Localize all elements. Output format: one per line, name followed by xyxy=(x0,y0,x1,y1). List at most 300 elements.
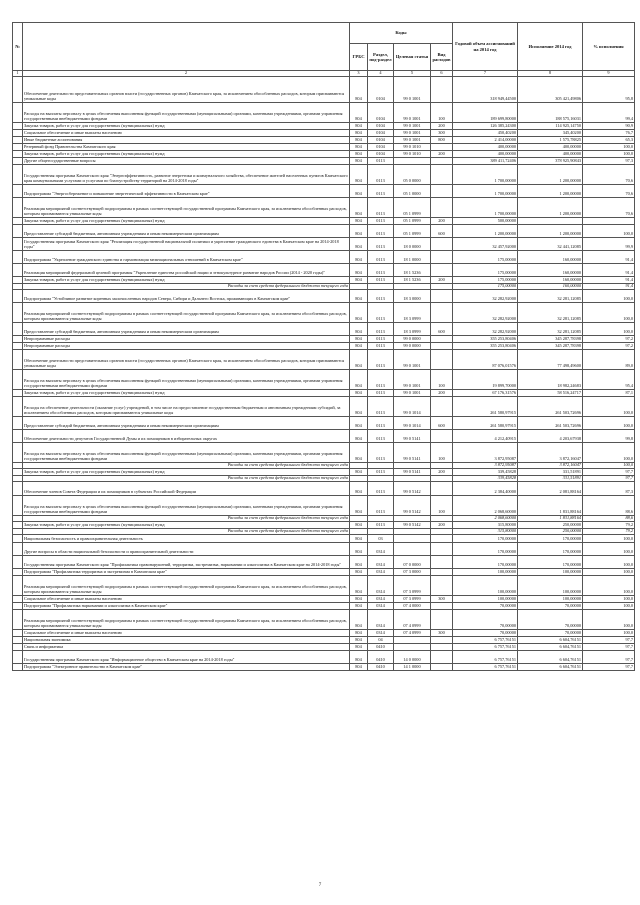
table-row xyxy=(13,596,635,603)
cell-v: 200 xyxy=(431,390,453,397)
cell-c: 99 0 5142 xyxy=(394,496,431,516)
cell-g: 804 xyxy=(350,323,368,336)
cell-v: 200 xyxy=(431,469,453,476)
cell-p: 100,0 xyxy=(583,225,635,238)
cell-s: 0104 xyxy=(368,137,394,144)
cell-e: 100,00000 xyxy=(518,576,583,596)
cell-t: Предоставление субсидий бюджетным, автономным учреждениям и иным некоммерческим организациям xyxy=(23,225,350,238)
cell-g: 804 xyxy=(350,482,368,496)
cell-c: 99 0 5142 xyxy=(394,482,431,496)
cell-v xyxy=(431,556,453,569)
cell-num xyxy=(13,137,23,144)
cell-p: 97,3 xyxy=(583,158,635,165)
cell-t: Расходы за счет средств федерального бюджета текущего года xyxy=(23,476,350,482)
cell-v: 600 xyxy=(431,417,453,430)
cell-e: 160,00000 xyxy=(518,264,583,277)
cell-c xyxy=(394,535,431,543)
cell-e: 100,00000 xyxy=(518,569,583,576)
cell-t: Иные бюджетные ассигнования xyxy=(23,137,350,144)
cell-num xyxy=(13,556,23,569)
cell-s: 04 xyxy=(368,637,394,644)
cell-num xyxy=(13,303,23,323)
table-row xyxy=(13,390,635,397)
cell-t: Предоставление субсидий бюджетным, автономным учреждениям и иным некоммерческим организациям xyxy=(23,323,350,336)
cell-a: 1 700,00000 xyxy=(453,185,518,198)
cell-v xyxy=(431,238,453,251)
header-exptype: Вид расходов xyxy=(431,44,453,71)
cell-c: 99 0 0000 xyxy=(394,336,431,343)
cell-s: 0113 xyxy=(368,417,394,430)
cell-v: 600 xyxy=(431,323,453,336)
cell-num xyxy=(13,165,23,185)
cell-num xyxy=(13,151,23,158)
cell-s: 0113 xyxy=(368,323,394,336)
table-row xyxy=(13,603,635,610)
cell-num xyxy=(13,543,23,556)
cell-s: 0314 xyxy=(368,630,394,637)
cell-a: 100,00000 xyxy=(453,596,518,603)
cell-p: 100,0 xyxy=(583,397,635,417)
page-number: 7 xyxy=(318,883,322,888)
cell-g: 804 xyxy=(350,417,368,430)
cell-t: Реализация мероприятий соответствующей подпрограммы в рамках соответствующей государственной программы Камчатского края, за исключением обособленных расходов, которым присваиваются уникальные коды xyxy=(23,303,350,323)
cell-t: Расходы за счет средств федерального бюджета текущего года xyxy=(23,284,350,290)
cell-e: 70,00000 xyxy=(518,610,583,630)
cell-v xyxy=(431,158,453,165)
colnum: 9 xyxy=(583,71,635,77)
cell-a: 67 176,31576 xyxy=(453,390,518,397)
cell-e: 1 200,00000 xyxy=(518,225,583,238)
cell-t: Расходы за счет средств федерального бюджета текущего года xyxy=(23,516,350,522)
cell-e: 400,00000 xyxy=(518,144,583,151)
cell-a: 2 414,00000 xyxy=(453,137,518,144)
table-row xyxy=(13,225,635,238)
cell-c: 18 3 0999 xyxy=(394,303,431,323)
cell-s: 0410 xyxy=(368,644,394,651)
cell-p: 100,0 xyxy=(583,576,635,596)
cell-e: 188 575,16031 xyxy=(518,103,583,123)
cell-p: 99,8 xyxy=(583,430,635,443)
cell-a: 87 076,01576 xyxy=(453,350,518,370)
cell-num xyxy=(13,390,23,397)
table-row xyxy=(13,151,635,158)
cell-a: 355 253,80406 xyxy=(453,336,518,343)
cell-e: 32 281,12085 xyxy=(518,290,583,303)
cell-e: 400,00000 xyxy=(518,151,583,158)
cell-g: 804 xyxy=(350,264,368,277)
cell-a: 3 872,95087 xyxy=(453,443,518,463)
cell-p: 91,4 xyxy=(583,277,635,284)
cell-c xyxy=(394,637,431,644)
cell-c: 07 3 0999 xyxy=(394,576,431,596)
cell-a: 400,00000 xyxy=(453,144,518,151)
cell-num xyxy=(13,264,23,277)
cell-t: Реализация мероприятий федеральной целевой программы "Укрепление единства российской нации и этнокультурное развитие народов России (2014 - 2020 годы)" xyxy=(23,264,350,277)
cell-e: 3 872,16047 xyxy=(518,443,583,463)
table-row xyxy=(13,103,635,123)
cell-c: 18 0 0000 xyxy=(394,238,431,251)
cell-num xyxy=(13,343,23,350)
cell-p: 88,6 xyxy=(583,496,635,516)
cell-p: 95,8 xyxy=(583,77,635,103)
cell-p: 100,0 xyxy=(583,443,635,463)
cell-s: 0113 xyxy=(368,397,394,417)
cell-c: 05 1 0999 xyxy=(394,225,431,238)
table-row xyxy=(13,185,635,198)
header-section: Раздел, под-раздел xyxy=(368,44,394,71)
cell-a: 315,80000 xyxy=(453,529,518,535)
cell-num xyxy=(13,277,23,284)
cell-s: 0104 xyxy=(368,103,394,123)
cell-v xyxy=(431,644,453,651)
cell-c: 99 0 5142 xyxy=(394,522,431,529)
cell-t: Подпрограмма "Устойчивое развитие коренных малочисленных народов Севера, Сибири и Дальнего Востока, проживающих в Камчатском крае" xyxy=(23,290,350,303)
cell-e: 70,00000 xyxy=(518,603,583,610)
table-row xyxy=(13,123,635,130)
cell-g: 804 xyxy=(350,651,368,664)
header-grbs: ГРБС xyxy=(350,44,368,71)
cell-c: 14 1 0000 xyxy=(394,664,431,671)
cell-t: Государственная программа Камчатского края "Профилактика правонарушений, терроризма, экстремизма, наркомании и алкоголизма в Камчатском крае на 2014-2018 годы" xyxy=(23,556,350,569)
cell-t: Другие общегосударственные вопросы xyxy=(23,158,350,165)
cell-v: 100 xyxy=(431,496,453,516)
cell-num xyxy=(13,664,23,671)
table-row xyxy=(13,430,635,443)
cell-t: Закупка товаров, работ и услуг для государственных (муниципальных) нужд xyxy=(23,123,350,130)
cell-num xyxy=(13,576,23,596)
cell-c: 99 0 1014 xyxy=(394,397,431,417)
cell-num xyxy=(13,123,23,130)
cell-v: 800 xyxy=(431,137,453,144)
cell-c: 99 0 1010 xyxy=(394,151,431,158)
cell-a: 70,00000 xyxy=(453,630,518,637)
cell-num xyxy=(13,350,23,370)
cell-t: Закупка товаров, работ и услуг для государственных (муниципальных) нужд xyxy=(23,151,350,158)
cell-p: 97,7 xyxy=(583,664,635,671)
header-pct: % исполнения xyxy=(583,23,635,71)
cell-c: 99 0 1010 xyxy=(394,144,431,151)
cell-e: 100,00000 xyxy=(518,596,583,603)
header-target: Целевая статья xyxy=(394,44,431,71)
cell-a: 315,80000 xyxy=(453,522,518,529)
cell-s: 0104 xyxy=(368,144,394,151)
cell-a: 189 699,80000 xyxy=(453,103,518,123)
cell-t: Национальная безопасность и правоохранительная деятельность xyxy=(23,535,350,543)
cell-a: 170,00000 xyxy=(453,543,518,556)
cell-p: 76,7 xyxy=(583,130,635,137)
cell-p: 100,0 xyxy=(583,535,635,543)
cell-g: 804 xyxy=(350,443,368,463)
cell-p: 100,0 xyxy=(583,569,635,576)
cell-a: 2 384,40000 xyxy=(453,482,518,496)
cell-g: 804 xyxy=(350,185,368,198)
cell-a: 175,00000 xyxy=(453,284,518,290)
cell-t: Предоставление субсидий бюджетным, автономным учреждениям и иным некоммерческим организациям xyxy=(23,417,350,430)
cell-c: 99 0 1001 xyxy=(394,350,431,370)
cell-t: Расходы за счет средств федерального бюджета текущего года xyxy=(23,463,350,469)
cell-v xyxy=(431,251,453,264)
cell-p: 70,6 xyxy=(583,185,635,198)
cell-s: 0113 xyxy=(368,290,394,303)
table-row xyxy=(13,336,635,343)
cell-g: 804 xyxy=(350,165,368,185)
cell-c: 07 0 0000 xyxy=(394,556,431,569)
cell-e: 160,00000 xyxy=(518,251,583,264)
cell-v xyxy=(431,397,453,417)
cell-e: 6 604,76151 xyxy=(518,644,583,651)
table-row xyxy=(13,251,635,264)
cell-a: 4 212,40915 xyxy=(453,430,518,443)
table-row xyxy=(13,522,635,529)
cell-s: 0113 xyxy=(368,336,394,343)
cell-s: 0314 xyxy=(368,610,394,630)
cell-g: 804 xyxy=(350,277,368,284)
cell-a: 175,00000 xyxy=(453,277,518,284)
cell-p: 65,3 xyxy=(583,137,635,144)
colnum: 2 xyxy=(23,71,350,77)
cell-num xyxy=(13,290,23,303)
cell-s: 0113 xyxy=(368,185,394,198)
colnum: 7 xyxy=(453,71,518,77)
cell-v xyxy=(431,198,453,218)
cell-g: 804 xyxy=(350,596,368,603)
cell-num xyxy=(13,443,23,463)
cell-p: 91,4 xyxy=(583,264,635,277)
cell-v: 200 xyxy=(431,151,453,158)
cell-s: 0104 xyxy=(368,77,394,103)
cell-c: 18 1 5236 xyxy=(394,264,431,277)
cell-e: 331,51891 xyxy=(518,476,583,482)
cell-num xyxy=(13,482,23,496)
cell-t: Связь и информатика xyxy=(23,644,350,651)
cell-e: 6 604,76151 xyxy=(518,664,583,671)
cell-c: 99 0 1001 xyxy=(394,123,431,130)
cell-num xyxy=(13,644,23,651)
cell-e: 4 203,67938 xyxy=(518,430,583,443)
cell-g: 804 xyxy=(350,158,368,165)
cell-s: 0113 xyxy=(368,482,394,496)
cell-p: 90,9 xyxy=(583,123,635,130)
cell-num xyxy=(13,238,23,251)
cell-num xyxy=(13,596,23,603)
cell-c: 05 1 0999 xyxy=(394,198,431,218)
cell-p: 100,0 xyxy=(583,144,635,151)
cell-e: 77 498,49600 xyxy=(518,350,583,370)
cell-v xyxy=(431,336,453,343)
cell-g: 804 xyxy=(350,218,368,225)
cell-t: Обеспечение деятельности представительных органов власти (государственных органов) Камчатского края, за исключением обособленных расходов, которым присваиваются уникальные коды xyxy=(23,77,350,103)
cell-p: 97,2 xyxy=(583,336,635,343)
cell-v xyxy=(431,144,453,151)
cell-a: 19 899,70000 xyxy=(453,370,518,390)
table-row xyxy=(13,469,635,476)
table-row xyxy=(13,165,635,185)
cell-v xyxy=(431,482,453,496)
cell-g: 804 xyxy=(350,543,368,556)
cell-c: 99 0 1001 xyxy=(394,77,431,103)
cell-v: 300 xyxy=(431,630,453,637)
cell-v xyxy=(431,576,453,596)
cell-s: 0113 xyxy=(368,430,394,443)
cell-a: 170,00000 xyxy=(453,535,518,543)
cell-s: 0113 xyxy=(368,158,394,165)
cell-g: 804 xyxy=(350,336,368,343)
cell-v: 300 xyxy=(431,130,453,137)
cell-v xyxy=(431,165,453,185)
cell-p: 87,1 xyxy=(583,390,635,397)
cell-a: 1 700,00000 xyxy=(453,198,518,218)
table-row xyxy=(13,323,635,336)
cell-g: 804 xyxy=(350,576,368,596)
cell-e: 114 925,14750 xyxy=(518,123,583,130)
cell-c: 99 0 1001 xyxy=(394,137,431,144)
cell-c: 99 0 1001 xyxy=(394,130,431,137)
cell-a: 389 411,72406 xyxy=(453,158,518,165)
cell-e: 2 081,88164 xyxy=(518,482,583,496)
cell-t: Закупка товаров, работ и услуг для государственных (муниципальных) нужд xyxy=(23,469,350,476)
cell-a: 1 700,00000 xyxy=(453,165,518,185)
cell-s: 0113 xyxy=(368,443,394,463)
cell-p xyxy=(583,218,635,225)
cell-g: 804 xyxy=(350,556,368,569)
cell-g: 804 xyxy=(350,198,368,218)
cell-v xyxy=(431,343,453,350)
cell-t: Подпрограмма "Профилактика наркомании и алкоголизма в Камчатском крае" xyxy=(23,603,350,610)
cell-s: 0113 xyxy=(368,277,394,284)
cell-e: 170,00000 xyxy=(518,535,583,543)
cell-s: 0314 xyxy=(368,556,394,569)
cell-g: 804 xyxy=(350,350,368,370)
cell-c: 14 0 0000 xyxy=(394,651,431,664)
table-row xyxy=(13,630,635,637)
cell-c: 18 1 5236 xyxy=(394,277,431,284)
cell-p: 99,9 xyxy=(583,238,635,251)
cell-v xyxy=(431,569,453,576)
cell-num xyxy=(13,251,23,264)
table-row xyxy=(13,535,635,543)
cell-s: 0113 xyxy=(368,251,394,264)
cell-p: 100,0 xyxy=(583,323,635,336)
cell-v xyxy=(431,303,453,323)
cell-c xyxy=(394,158,431,165)
cell-p: 100,0 xyxy=(583,596,635,603)
cell-s: 0410 xyxy=(368,664,394,671)
cell-g: 804 xyxy=(350,390,368,397)
cell-e: 261 503,72696 xyxy=(518,397,583,417)
cell-num xyxy=(13,185,23,198)
cell-g: 804 xyxy=(350,610,368,630)
table-row xyxy=(13,651,635,664)
cell-s: 0104 xyxy=(368,151,394,158)
table-row xyxy=(13,637,635,644)
table-row xyxy=(13,218,635,225)
cell-v: 100 xyxy=(431,103,453,123)
cell-e: 250,00000 xyxy=(518,522,583,529)
cell-c: 18 3 0000 xyxy=(394,290,431,303)
cell-v xyxy=(431,77,453,103)
cell-g: 804 xyxy=(350,151,368,158)
cell-g: 804 xyxy=(350,469,368,476)
cell-p: 97,7 xyxy=(583,469,635,476)
cell-a: 100,00000 xyxy=(453,576,518,596)
cell-t: Национальная экономика xyxy=(23,637,350,644)
cell-t: Непрограммные расходы xyxy=(23,343,350,350)
cell-s: 0104 xyxy=(368,130,394,137)
table-body xyxy=(13,77,635,671)
cell-c: 18 1 0000 xyxy=(394,251,431,264)
cell-g: 804 xyxy=(350,137,368,144)
cell-num xyxy=(13,496,23,516)
cell-c: 99 0 1014 xyxy=(394,417,431,430)
budget-execution-table xyxy=(12,22,635,671)
cell-a: 6 757,76151 xyxy=(453,664,518,671)
colnum: 1 xyxy=(13,71,23,77)
table-row xyxy=(13,198,635,218)
cell-t: Закупка товаров, работ и услуг для государственных (муниципальных) нужд xyxy=(23,522,350,529)
table-row xyxy=(13,130,635,137)
table-row xyxy=(13,303,635,323)
cell-c: 99 0 5141 xyxy=(394,430,431,443)
table-row xyxy=(13,569,635,576)
cell-e: 70,00000 xyxy=(518,630,583,637)
table-row xyxy=(13,556,635,569)
cell-num xyxy=(13,535,23,543)
table-row xyxy=(13,496,635,516)
cell-p: 100,0 xyxy=(583,603,635,610)
cell-t: Подпрограмма "Электронное правительство в Камчатском крае" xyxy=(23,664,350,671)
cell-c: 18 3 0999 xyxy=(394,323,431,336)
cell-t: Обеспечение членов Совета Федерации и их помощников в субъектах Российской Федерации xyxy=(23,482,350,496)
header-exec: Исполнение 2014 год xyxy=(518,23,583,71)
cell-e: 345,40200 xyxy=(518,130,583,137)
cell-g: 804 xyxy=(350,370,368,390)
cell-s: 0113 xyxy=(368,350,394,370)
table-row xyxy=(13,137,635,144)
cell-p: 100,0 xyxy=(583,290,635,303)
cell-g: 804 xyxy=(350,130,368,137)
cell-t: Расходы на выплаты персоналу в целях обеспечения выполнения функций государственными (муниципальными) органами, казенными учреждениями, органами управления государственными внебюджетными фондами xyxy=(23,496,350,516)
cell-c: 99 0 5141 xyxy=(394,469,431,476)
cell-e: 32 441,12085 xyxy=(518,238,583,251)
cell-t: Государственная программа Камчатского края "Информационное общество в Камчатском крае на 2014-2018 годы" xyxy=(23,651,350,664)
cell-e: 1 831,88164 xyxy=(518,496,583,516)
cell-t: Социальное обеспечение и иные выплаты населению xyxy=(23,130,350,137)
header-codes: Коды xyxy=(350,23,453,44)
cell-num xyxy=(13,336,23,343)
cell-a: 339,45828 xyxy=(453,469,518,476)
cell-c: 05 1 0000 xyxy=(394,185,431,198)
header-name xyxy=(23,23,350,71)
cell-t: Социальное обеспечение и иные выплаты населению xyxy=(23,596,350,603)
table-row xyxy=(13,370,635,390)
cell-s: 0113 xyxy=(368,303,394,323)
cell-num xyxy=(13,77,23,103)
table-row xyxy=(13,576,635,596)
cell-p: 91,4 xyxy=(583,284,635,290)
cell-t: Подпрограмма "Профилактика терроризма и экстремизма в Камчатском крае" xyxy=(23,569,350,576)
cell-s: 0104 xyxy=(368,123,394,130)
table-row xyxy=(13,290,635,303)
cell-s: 0113 xyxy=(368,238,394,251)
cell-num xyxy=(13,198,23,218)
cell-a: 32 282,92000 xyxy=(453,290,518,303)
cell-a: 175,00000 xyxy=(453,251,518,264)
cell-v: 100 xyxy=(431,370,453,390)
cell-g: 804 xyxy=(350,238,368,251)
cell-num xyxy=(13,370,23,390)
cell-e: 345 287,78398 xyxy=(518,336,583,343)
cell-p: 70,6 xyxy=(583,198,635,218)
